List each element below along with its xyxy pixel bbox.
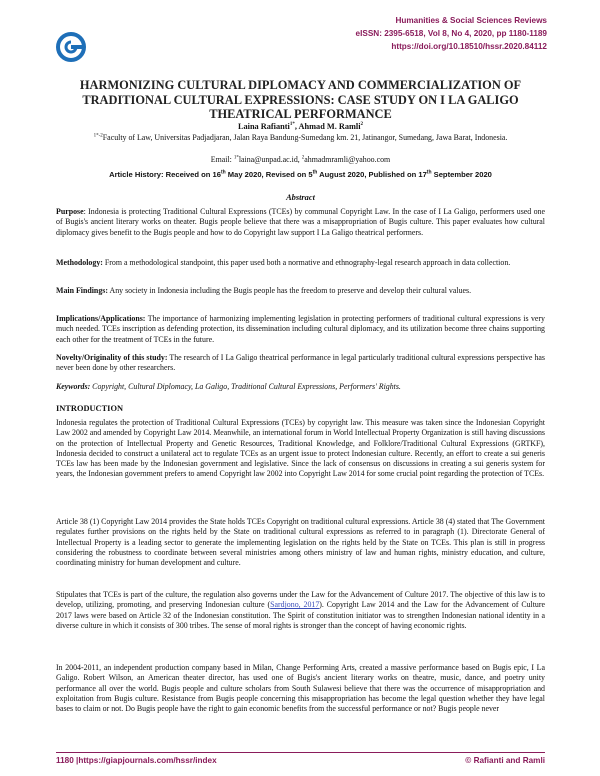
footer-page-url[interactable]: 1180 |https://giapjournals.com/hssr/index (56, 756, 217, 765)
journal-header (356, 14, 547, 53)
paper-title: HARMONIZING CULTURAL DIPLOMACY AND COMMERCIALIZATION OF TRADITIONAL CULTURAL EXPRESSIONS: CASE STUDY ON I LA GALIGO THEATRICAL PERFORMANCE (79, 78, 522, 121)
footer (56, 756, 545, 765)
footer-divider (56, 752, 545, 753)
intro-paragraph-4: In 2004-2011, an independent production company based in Milan, Change Performing Arts, created a massive performance based on Bugis epic, I La Galigo. Robert Wilson, an American theater director, has used one of Bugis's ancient literary works on theatre, music, dance, and poetry unity performance all over the world. Bugis people and culture scholars from South Sulawesi believe that there was the occurrence of misappropriation and exploitation from Bugis culture. Resistance from Bugis people concerning this misappropriation has become the legal question whether they have legal bases to claim or not. Do Bugis people have the right to gain economic benefits from the successful performance or not? Bugis people never (56, 663, 545, 714)
author-2: Ahmad M. Ramli (298, 122, 361, 131)
keywords: Keywords: Copyright, Cultural Diplomacy, La Galigo, Traditional Cultural Expressions, Performers' Rights. (56, 382, 401, 391)
abstract-heading: Abstract (286, 193, 315, 202)
journal-name: Humanities & Social Sciences Reviews (395, 16, 547, 25)
article-history: Article History: Received on 16th May 2020, Revised on 5th August 2020, Published on 17th September 2020 (109, 169, 492, 179)
footer-copyright: © Rafianti and Ramli (465, 756, 545, 765)
author-1: Laina Rafianti (237, 122, 290, 131)
intro-paragraph-3: Stipulates that TCEs is part of the culture, the regulation also governs under the Law for the Advancement of Culture 2017. The objective of this law is to develop, utilizing, promoting, and preserving Indonesian culture (Sardjono, 2017). Copyright Law 2014 and the Law for the Advancement of Culture 2017 laws were based on Article 32 of the Indonesian constitution. The Spirit of constitution initiator was to strengthen Indonesian national identity in a diverse culture in which it consists of 300 tribes. The sense of moral rights is stronger than the concept of having economic rights. (56, 590, 546, 630)
journal-logo-icon (56, 32, 86, 62)
abstract-findings: Main Findings: Any society in Indonesia including the Bugis people has the freedom to preserve and develop their cultural values. (56, 286, 472, 295)
email-1[interactable]: laina@unpad.ac.id (238, 155, 298, 164)
introduction-heading: INTRODUCTION (56, 404, 124, 413)
affiliation: $^{1*-2}$Faculty of Law, Universitas Padjadjaran, Jalan Raya Bandung-Sumedang km. 21, Jatinangor, Sumedang, Jawa Barat, Indonesia. (93, 133, 508, 142)
abstract-purpose: Purpose: Indonesia is protecting Traditional Cultural Expressions (TCEs) by communal Copyright Law. In the case of I La Galigo, performers used one of Bugis's ancient literary works on theater. Bugis people believe that there was a misappropriation of Bugis culture. This paper evaluates how cultural diplomacy gives benefit to the Bugis people and how to do Copyright law support I La Galigo theatrical performers. (56, 207, 545, 237)
abstract-implications: Implications/Applications: The importance of harmonizing implementing legislation in protecting performers of traditional cultural expressions is very much needed. TCEs inscription as defending protection, its dissemination including cultural diplomacy, and its utilization become three chains supporting each other for the treatment of TCEs in the future. (56, 314, 545, 344)
email-2[interactable]: ahmadmramli@yahoo.com (304, 155, 391, 164)
intro-paragraph-1: Indonesia regulates the protection of Traditional Cultural Expressions (TCEs) by copyright law. This measure was taken since the Indonesian Copyright Law 2002 and amended by Copyright Law 2014. Meanwhile, an international forum in World Intellectual Property Organization is still having discussions on the protection of Intellectual Property and Genetic Resources, Traditional Knowledge, and Folklore/Traditional Cultural Expressions (GRTKF), Indonesia decided to construct a unilateral act to regulate TCEs as an urgent issue to protect Indonesian culture. Recently, an effort to create a sui generis TCEs law has been made by the Indonesian government and legislative. Since the lack of consensus on discussions in creating a sui generis system for years, the Indonesian government prefers to amend Copyright law 2002 into Copyright Law 2014 for some crucial point regarding the protection of TCEs. (56, 418, 545, 479)
citation-link[interactable]: Sardjono, 2017 (270, 600, 320, 610)
abstract-novelty: Novelty/Originality of this study: The research of I La Galigo theatrical performance in legal particularly traditional cultural expressions perspective has never been done by other researchers. (56, 353, 545, 373)
journal-issn: eISSN: 2395-6518, Vol 8, No 4, 2020, pp 1180-1189 (355, 29, 547, 38)
journal-doi[interactable]: https://doi.org/10.18510/hssr.2020.84112 (391, 42, 547, 51)
abstract-methodology: Methodology: From a methodological standpoint, this paper used both a normative and ethnography-legal research approach in data collection. (56, 258, 511, 267)
authors: Laina Rafianti$^{1*}$, Ahmad M. Ramli$^2$ (237, 122, 364, 131)
email-line: Email: $^{1*}$laina@unpad.ac.id, $^2$ahmadmramli@yahoo.com (210, 155, 391, 164)
intro-paragraph-2: Article 38 (1) Copyright Law 2014 provides the State holds TCEs Copyright on traditional cultural expressions. Article 38 (4) stated that The Government regulates further provisions on the rights held by the State on traditional cultural expressions as referred to in paragraph (1). Directorate General of Intellectual Property is a leading sector to generate the implementing legislation on the rights held by the State on TCEs. This plan is still in progress considering the robustness to coordinate between several ministries among others ministry of law and human rights, ministry education, and culture, coordinating ministry for human development and culture. (56, 517, 545, 568)
